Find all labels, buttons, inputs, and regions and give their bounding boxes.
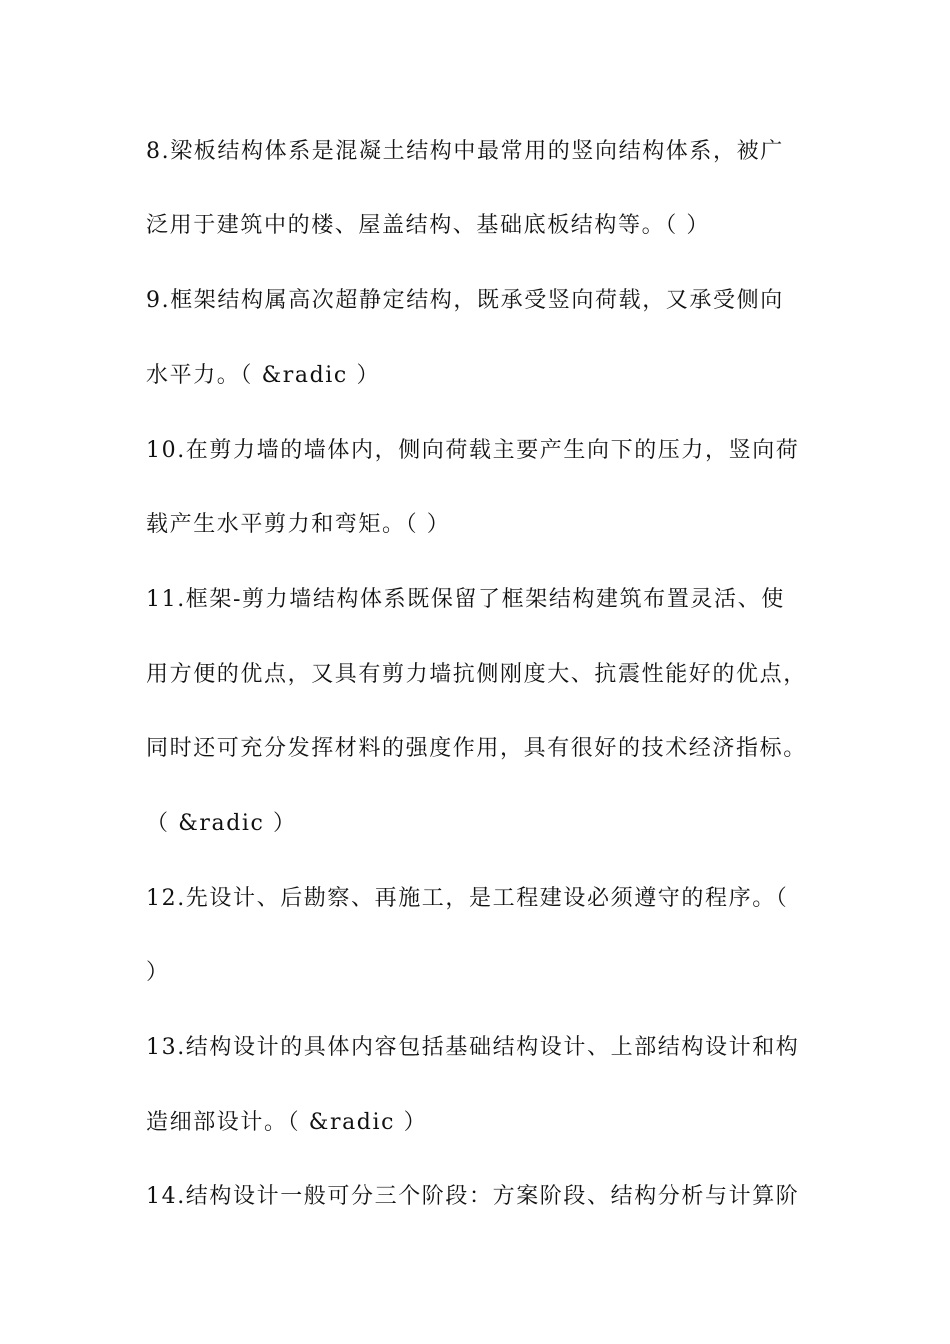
text-line-q12-part1: 12.先设计、后勘察、再施工，是工程建设必须遵守的程序。（ — [146, 886, 789, 911]
text-line-q9-part1: 9.框架结构属高次超静定结构，既承受竖向荷载，又承受侧向 — [146, 288, 784, 313]
text-line-q11-part1: 11.框架-剪力墙结构体系既保留了框架结构建筑布置灵活、使 — [146, 587, 785, 612]
text-line-q13-part2: 造细部设计。（ &radic ） — [146, 1110, 428, 1135]
text-line-q10-part2: 载产生水平剪力和弯矩。（ ） — [146, 512, 451, 537]
text-line-q11-part4: （ &radic ） — [146, 811, 297, 836]
text-line-q8-part1: 8.梁板结构体系是混凝土结构中最常用的竖向结构体系，被广 — [146, 139, 784, 164]
text-line-q8-part2: 泛用于建筑中的楼、屋盖结构、基础底板结构等。（ ） — [146, 213, 710, 238]
text-line-q13-part1: 13.结构设计的具体内容包括基础结构设计、上部结构设计和构 — [146, 1035, 800, 1060]
text-line-q11-part2: 用方便的优点，又具有剪力墙抗侧刚度大、抗震性能好的优点， — [146, 662, 807, 687]
text-line-q11-part3: 同时还可充分发挥材料的强度作用，具有很好的技术经济指标。 — [146, 736, 807, 761]
text-line-q9-part2: 水平力。（ &radic ） — [146, 363, 381, 388]
text-line-q12-part2: ） — [146, 960, 170, 985]
text-line-q10-part1: 10.在剪力墙的墙体内，侧向荷载主要产生向下的压力，竖向荷 — [146, 438, 800, 463]
text-line-q14-part1: 14.结构设计一般可分三个阶段：方案阶段、结构分析与计算阶 — [146, 1184, 800, 1209]
